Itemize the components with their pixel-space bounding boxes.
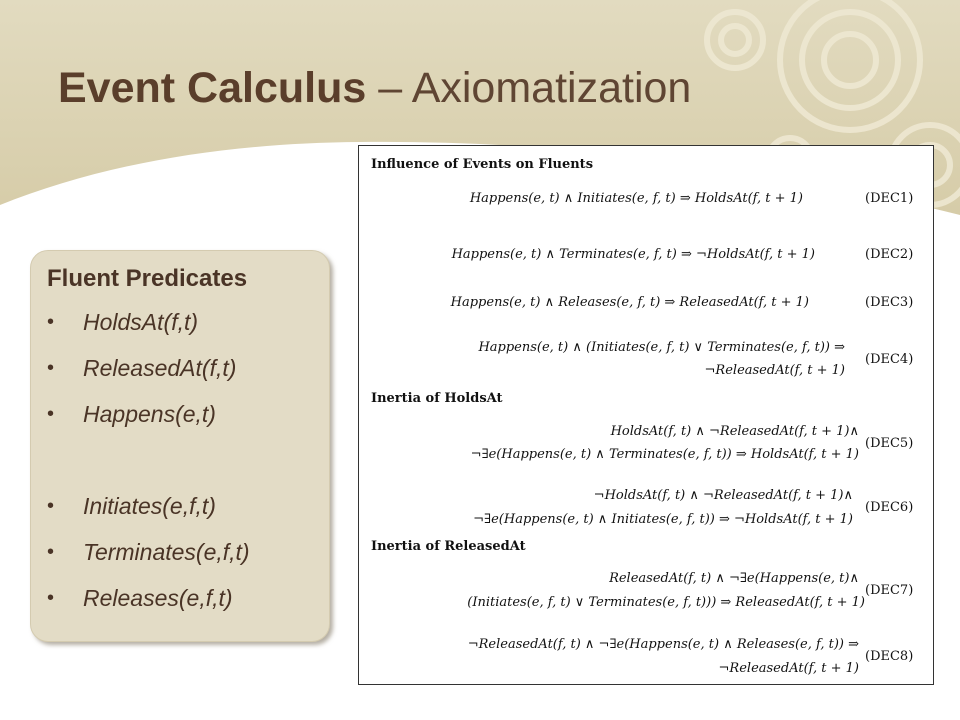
bullet-icon: • [47,311,55,333]
axiom-dec6-formula: ¬HoldsAt(f, t) ∧ ¬ReleasedAt(f, t + 1)∧ [593,488,853,503]
axiom-dec7-formula-cont: (Initiates(e, f, t) ∨ Terminates(e, f, t))) ⇒ ReleasedAt(f, t + 1) [467,595,865,610]
axiom-dec3-formula: Happens(e, t) ∧ Releases(e, f, t) ⇒ ReleasedAt(f, t + 1) [450,295,809,310]
list-item [47,399,250,445]
axiom-dec1-formula: Happens(e, t) ∧ Initiates(e, f, t) ⇒ HoldsAt(f, t + 1) [469,191,803,206]
axiom-dec8-formula-cont: ¬ReleasedAt(f, t + 1) [718,661,859,676]
predicate-label: HoldsAt(f,t) [83,309,199,335]
bullet-icon: • [47,587,55,609]
predicate-label: Initiates(e,f,t) [83,493,216,519]
predicate-label: Releases(e,f,t) [83,585,233,611]
axiom-dec2-label: (DEC2) [865,247,914,262]
predicates-heading: Fluent Predicates [47,265,248,292]
axiom-dec2-formula: Happens(e, t) ∧ Terminates(e, f, t) ⇒ ¬HoldsAt(f, t + 1) [451,247,815,262]
predicate-label: ReleasedAt(f,t) [83,355,237,381]
axiom-dec8-label: (DEC8) [865,649,914,664]
axiom-dec4-formula: Happens(e, t) ∧ (Initiates(e, f, t) ∨ Terminates(e, f, t)) ⇒ [478,340,845,355]
predicate-label: Happens(e,t) [83,401,216,427]
axiom-dec4-formula-cont: ¬ReleasedAt(f, t + 1) [704,363,845,378]
axiom-dec6-formula-cont: ¬∃e(Happens(e, t) ∧ Initiates(e, f, t)) ⇒ ¬HoldsAt(f, t + 1) [473,512,853,527]
axiom-dec6-label: (DEC6) [865,500,914,515]
axiom-dec5-label: (DEC5) [865,436,914,451]
section-heading: Influence of Events on Fluents [371,157,594,172]
title-rest: – Axiomatization [366,64,692,112]
list-item [47,537,250,583]
title-bold: Event Calculus [58,64,367,112]
section-heading: Inertia of ReleasedAt [371,539,526,554]
axiom-dec5-formula-cont: ¬∃e(Happens(e, t) ∧ Terminates(e, f, t)) ⇒ HoldsAt(f, t + 1) [470,447,859,462]
slide-title [58,62,691,114]
predicate-list [47,307,250,629]
section-heading: Inertia of HoldsAt [371,391,503,406]
axiom-dec5-formula: HoldsAt(f, t) ∧ ¬ReleasedAt(f, t + 1)∧ [610,424,859,439]
list-item [47,491,250,537]
axiom-dec4-label: (DEC4) [865,352,914,367]
list-item [47,353,250,399]
fluent-predicates-box [30,250,330,642]
axiom-dec7-label: (DEC7) [865,583,914,598]
axiom-dec1-label: (DEC1) [865,191,914,206]
list-item [47,583,250,629]
bullet-icon: • [47,495,55,517]
bullet-icon: • [47,403,55,425]
bullet-icon: • [47,541,55,563]
list-item [47,307,250,353]
axiom-figure [358,145,934,685]
predicate-label: Terminates(e,f,t) [83,539,250,565]
axiom-dec3-label: (DEC3) [865,295,914,310]
axiom-dec8-formula: ¬ReleasedAt(f, t) ∧ ¬∃e(Happens(e, t) ∧ Releases(e, f, t)) ⇒ [467,637,859,652]
axiom-dec7-formula: ReleasedAt(f, t) ∧ ¬∃e(Happens(e, t)∧ [609,571,859,586]
bullet-icon: • [47,357,55,379]
